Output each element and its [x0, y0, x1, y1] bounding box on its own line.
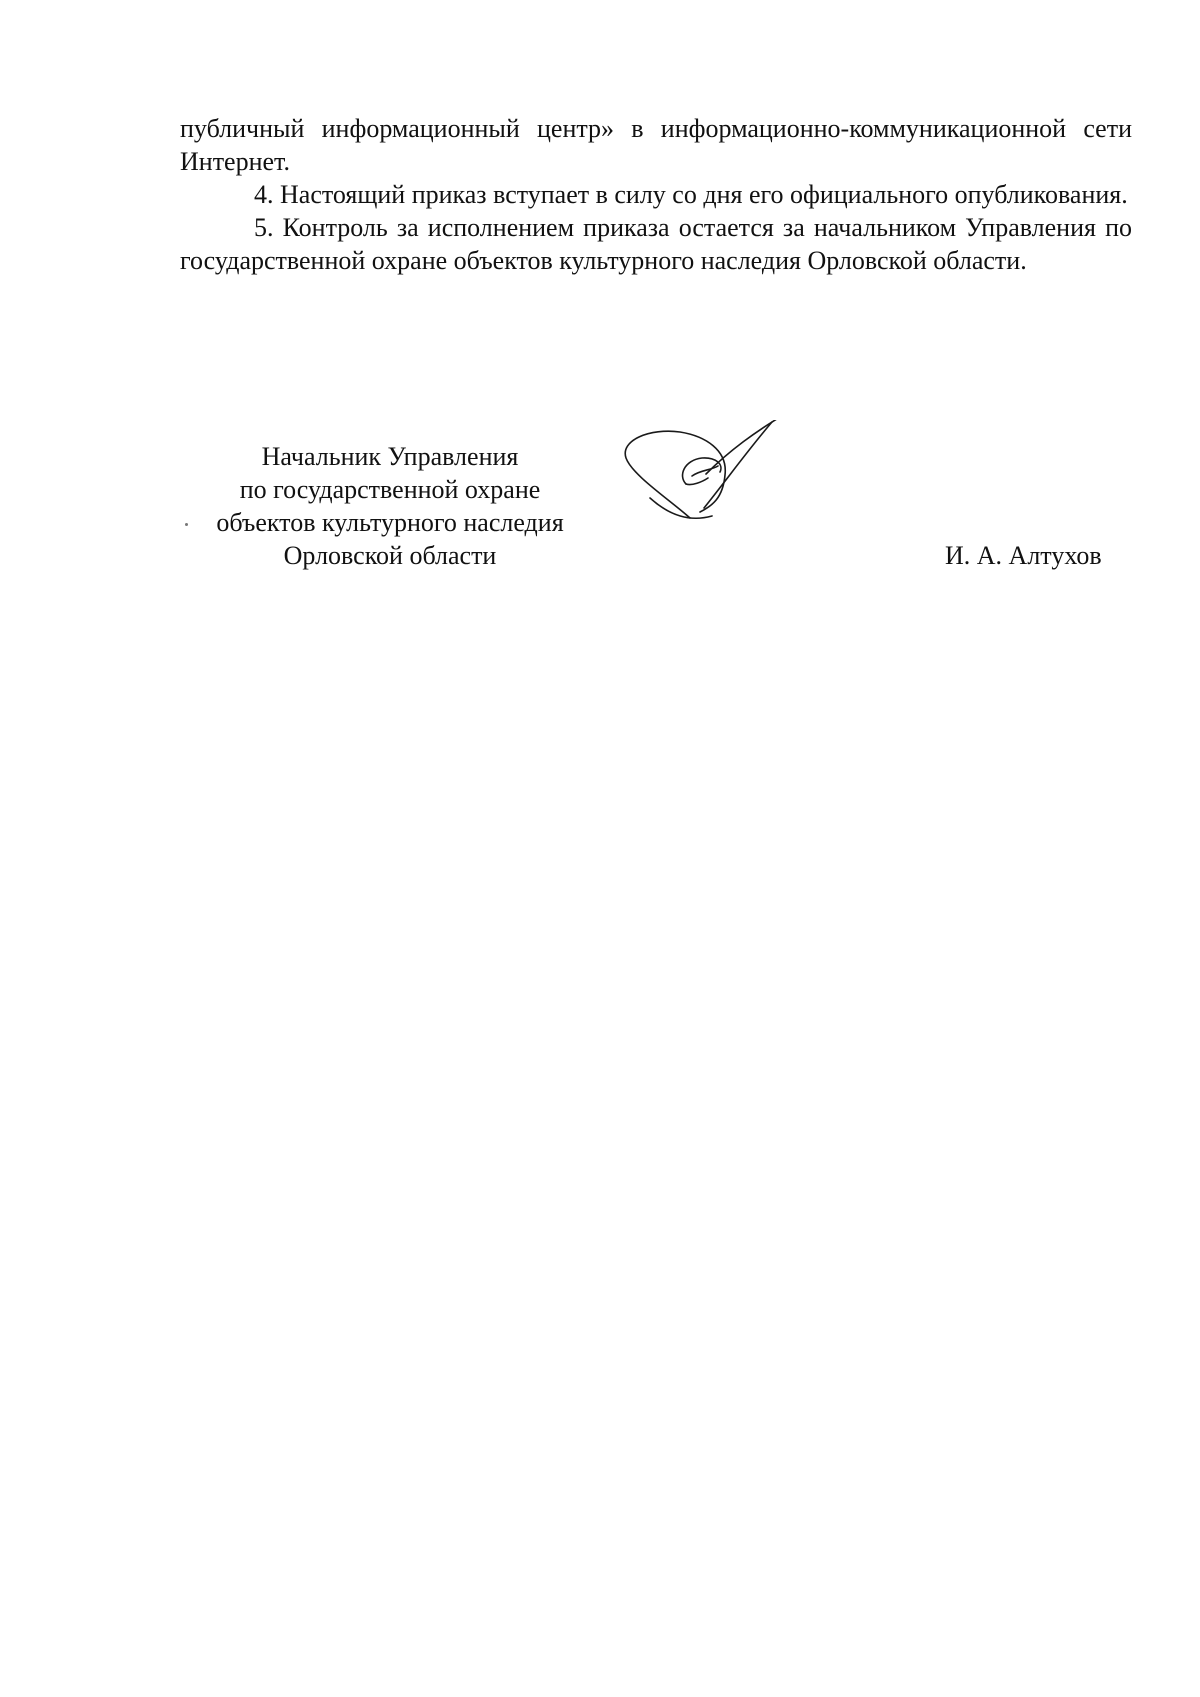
scan-speck [185, 523, 188, 526]
paragraph-item-5: 5. Контроль за исполнением приказа остается за начальником Управления по государственной охране объектов культурного наследия Орловской области. [180, 213, 1132, 275]
signatory-title-line: по государственной охране [239, 475, 541, 504]
paragraph-continuation: публичный информационный центр» в информационно-коммуникационной сети Интернет. [180, 114, 1132, 176]
document-body [180, 112, 1132, 277]
paragraph-item-4: 4. Настоящий приказ вступает в силу со дня его официального опубликования. [254, 180, 1128, 209]
signatory-title-block [170, 440, 610, 572]
signatory-title-line: объектов культурного наследия [216, 508, 564, 537]
signatory-title-line: Начальник Управления [261, 442, 519, 471]
signatory-title-line: Орловской области [283, 541, 497, 570]
signatory-name: И. А. Алтухов [945, 541, 1102, 570]
handwritten-signature [620, 420, 870, 570]
